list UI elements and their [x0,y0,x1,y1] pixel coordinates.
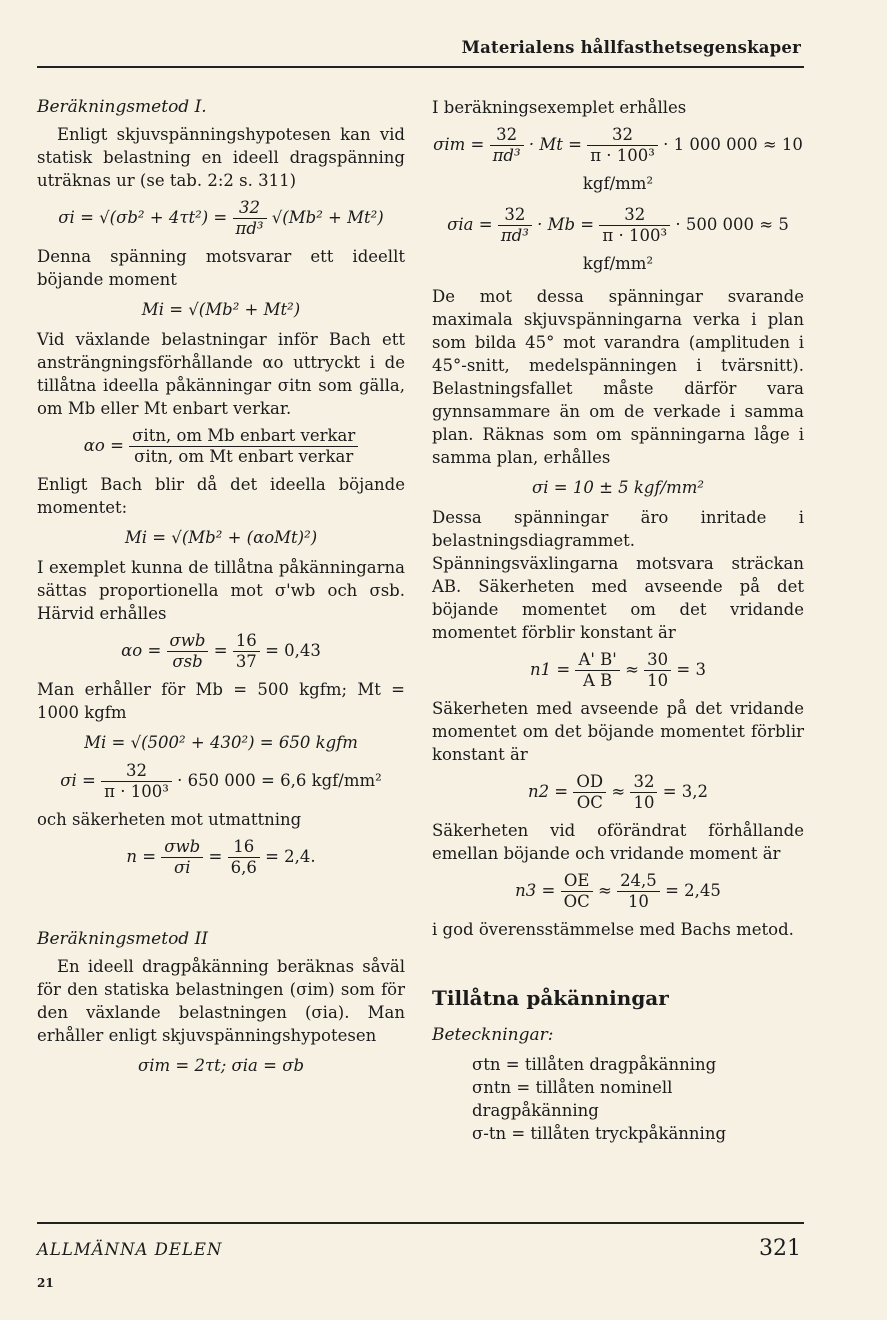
eq-operator: · Mt = [528,135,582,154]
fraction [575,650,619,691]
equation-alpha-value [37,631,405,672]
section-title: Tillåtna påkänningar [432,986,669,1010]
equation-safety-factor [37,837,405,878]
eq-rhs: · 500 000 ≈ 5 [675,215,789,234]
eq-lhs: αo = [83,436,124,455]
eq-lhs: σia = [447,215,493,234]
fraction [644,650,671,691]
fraction [630,772,657,813]
fraction-numerator: 32 [101,761,172,782]
eq-lhs: n3 = [515,881,556,900]
equation-sigma-ia [432,205,804,246]
method-1-heading: Beräkningsmetod I. [37,97,207,117]
fraction-numerator: 32 [587,125,658,146]
fraction [587,125,658,166]
eq-operator: ≈ [625,660,639,679]
eq-rhs: = 3 [676,660,706,679]
fraction [599,205,670,246]
fraction [490,125,524,166]
equation-sigma-im [432,125,804,166]
equation-ideal-moment: Mi = √(Mb² + Mt²) [141,300,301,319]
paragraph: Enligt Bach blir då det ideella böjande momentet: [37,475,405,517]
paragraph: och säkerheten mot utmattning [37,810,302,829]
eq-lhs: σi = √(σb² + 4τt²) = [58,208,228,227]
equation-alpha-ratio [37,426,405,467]
notation-list [472,1053,804,1145]
paragraph: Säkerheten vid oförändrat förhållande emellan böjande och vridande moment är [432,821,804,863]
eq-rhs: · 1 000 000 ≈ 10 [663,135,803,154]
unit-label: kgf/mm² [582,254,654,273]
notation-heading: Beteckningar: [432,1025,554,1045]
fraction-denominator: π · 100³ [590,146,655,165]
fraction-denominator: OC [576,793,603,812]
equation-bach-moment: Mi = √(Mb² + (αoMt)²) [124,528,318,547]
fraction-denominator: OC [563,892,590,911]
fraction-numerator: 24,5 [617,871,660,892]
eq-operator: ≈ [611,782,626,801]
left-column [37,96,405,1084]
notation-item: σ-tn = tillåten tryckpåkänning [472,1124,727,1143]
method-2-heading: Beräkningsmetod II [37,929,209,949]
eq-operator: = [213,641,228,660]
notation-item: σtn = tillåten dragpåkänning [472,1055,717,1074]
equation-n3 [432,871,804,912]
fraction-denominator: 10 [647,671,669,690]
eq-rhs: = 2,4. [265,847,316,866]
fraction-denominator: σi [174,858,191,877]
eq-lhs: σim = [433,135,485,154]
paragraph: Man erhåller för Mb = 500 kgfm; Mt = 1000 kgfm [37,680,405,722]
equation-n2 [432,772,804,813]
fraction-numerator: 32 [490,125,524,146]
notation-item: σntn = tillåten nominell dragpåkänning [472,1078,673,1120]
fraction-numerator: 16 [233,631,260,652]
fraction-numerator: 32 [233,198,267,219]
fraction-numerator: A' B' [575,650,619,671]
fraction-denominator: σitn, om Mt enbart verkar [134,447,354,466]
fraction-denominator: πd³ [500,226,529,245]
fraction-denominator: π · 100³ [602,226,668,245]
equation-stress-value [37,761,405,802]
unit-label: kgf/mm² [582,174,654,193]
paragraph: Dessa spänningar äro inritade i belastningsdiagrammet. Spänningsväxlingarna motsvara sträckan AB. Säkerheten med avseende på det böjande momentet om det vridande momentet förblir konstant är [432,508,804,642]
eq-operator: ≈ [597,881,612,900]
fraction-denominator: 10 [627,892,649,911]
eq-lhs: αo = [121,641,162,660]
fraction [161,837,203,878]
fraction-numerator: 16 [228,837,260,858]
fraction-denominator: πd³ [492,146,521,165]
fraction [228,837,260,878]
equation-ideal-stress [37,198,405,239]
fraction-denominator: σsb [172,652,203,671]
fraction-numerator: 32 [498,205,532,226]
fraction-numerator: σwb [167,631,209,652]
fraction [167,631,209,672]
fraction-numerator: 32 [599,205,670,226]
eq-lhs: n2 = [527,782,569,801]
equation-n1 [432,650,804,691]
fraction-numerator: 30 [644,650,671,671]
sheet-number: 21 [37,1276,54,1290]
eq-rhs: = 2,45 [665,881,721,900]
eq-lhs: σi = [60,771,96,790]
paragraph: Säkerheten med avseende på det vridande momentet om det böjande momentet förblir konstant är [432,699,804,764]
eq-lhs: n = [126,847,157,866]
fraction-denominator: 37 [235,652,257,671]
fraction [129,426,358,467]
paragraph: Vid växlande belastningar inför Bach ett ansträngningsförhållande αo uttryckt i de tillåtna ideella påkänningar σitn som gälla, om Mb eller Mt enbart verkar. [37,330,405,418]
eq-operator: · Mb = [537,215,595,234]
right-column [432,96,804,1145]
fraction-denominator: 10 [633,793,655,812]
eq-lhs: n1 = [530,660,571,679]
fraction [101,761,172,802]
paragraph: Denna spänning motsvarar ett ideellt böjande moment [37,247,405,289]
equation-ideal-components: σim = 2τt; σia = σb [137,1056,305,1075]
header-rule [37,66,804,68]
eq-rhs: · 650 000 = 6,6 kgf/mm² [177,771,382,790]
fraction-denominator: π · 100³ [104,782,169,801]
paragraph: De mot dessa spänningar svarande maximala skjuvspänningarna verka i plan som bilda 45° mot varandra (amplituden i 45°-snitt, medelspänningen i tvärsnitt). Belastningsfallet måste därför vara gynnsammare än om de verkade i samma plan. Räknas som om spänningarna låge i samma plan, erhålles [432,287,804,467]
fraction [233,198,267,239]
paragraph: I exemplet kunna de tillåtna påkänningarna sättas proportionella mot σ'wb och σsb. Härvid erhålles [37,558,405,623]
equation-moment-value: Mi = √(500² + 430²) = 650 kgfm [84,733,358,752]
fraction-numerator: σwb [161,837,203,858]
paragraph: I beräkningsexemplet erhålles [432,98,687,117]
equation-sigma-i: σi = 10 ± 5 kgf/mm² [531,478,705,497]
fraction-numerator: σitn, om Mb enbart verkar [129,426,358,447]
fraction-denominator: 6,6 [230,858,257,877]
fraction-numerator: 32 [630,772,657,793]
fraction [233,631,260,672]
footer-rule [37,1222,804,1224]
fraction-denominator: πd³ [235,219,264,238]
page-number: 321 [759,1236,801,1261]
fraction-numerator: OE [561,871,593,892]
fraction [617,871,660,912]
eq-rhs: √(Mb² + Mt²) [271,208,384,227]
paragraph: i god överensstämmelse med Bachs metod. [432,920,794,939]
eq-rhs: = 0,43 [265,641,321,660]
fraction [573,772,606,813]
paragraph: En ideell dragpåkänning beräknas såväl för den statiska belastningen (σim) som för den växlande belastningen (σia). Man erhåller enligt skjuvspänningshypotesen [37,957,405,1045]
fraction-numerator: OD [573,772,606,793]
eq-operator: = [208,847,223,866]
fraction-denominator: A B [583,671,613,690]
paragraph: Enligt skjuvspänningshypotesen kan vid statisk belastning en ideell dragspänning uträknas ur (se tab. 2:2 s. 311) [37,125,405,190]
footer-section: ALLMÄNNA DELEN [37,1240,223,1259]
eq-rhs: = 3,2 [662,782,709,801]
fraction [561,871,593,912]
fraction [498,205,532,246]
running-header: Materialens hållfasthetsegenskaper [461,38,801,57]
